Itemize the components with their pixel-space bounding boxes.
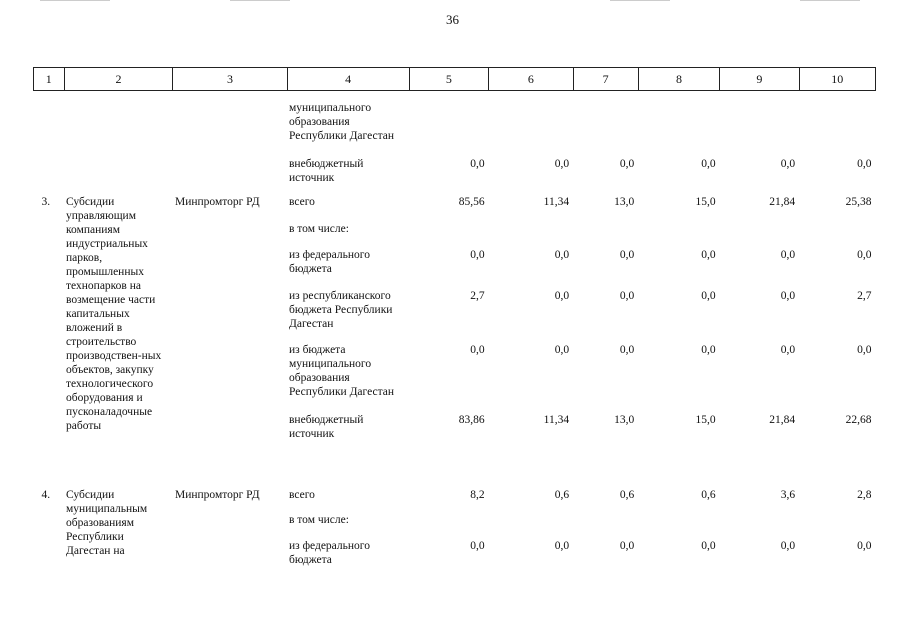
table-row [34,157,876,195]
top-edge-mark [230,0,290,1]
funding-source: внебюджетный источник [289,414,364,440]
value-cell: 0,0 [857,249,872,261]
value-cell: 0,0 [619,290,635,302]
column-header: 7 [573,68,638,91]
value-cell: 0,0 [554,344,570,356]
budget-table [33,67,876,569]
value-cell: 11,34 [543,196,570,208]
value-cell: 0,0 [701,540,716,552]
funding-source: из федерального бюджета [289,540,370,566]
value-cell: 85,56 [458,196,485,208]
column-header: 5 [409,68,488,91]
item-executor: Минпромторг РД [174,196,260,208]
value-cell: 0,0 [857,344,872,356]
value-cell: 22,68 [845,414,872,426]
value-cell: 21,84 [769,196,796,208]
value-cell: 0,0 [470,344,485,356]
value-cell: 2,7 [857,290,872,302]
item-description: Субсидии муниципальным образованиям Республики Дагестан на [66,489,148,557]
column-header: 4 [287,68,409,91]
value-cell [720,101,799,157]
value-cell: 0,0 [780,290,796,302]
value-cell: 0,0 [780,344,796,356]
value-cell [489,101,574,157]
value-cell [409,101,488,157]
value-cell: 0,0 [470,158,485,170]
value-cell: 0,6 [619,489,635,501]
value-cell: 0,0 [701,249,716,261]
value-cell: 0,0 [470,249,485,261]
funding-source: в том числе: [289,223,349,235]
value-cell: 0,0 [619,158,635,170]
value-cell: 0,0 [701,290,716,302]
item-executor: Минпромторг РД [174,489,260,501]
value-cell: 0,0 [554,290,570,302]
item-number: 4. [41,489,51,501]
value-cell: 0,0 [701,344,716,356]
column-header: 10 [799,68,875,91]
value-cell: 13,0 [614,414,635,426]
value-cell: 0,0 [554,540,570,552]
value-cell: 0,0 [619,540,635,552]
table-row [34,195,876,222]
value-cell: 0,0 [701,158,716,170]
column-header: 8 [638,68,719,91]
value-cell: 0,6 [701,489,716,501]
funding-source: всего [289,196,315,208]
value-cell: 13,0 [614,196,635,208]
value-cell: 0,0 [780,158,796,170]
column-header: 2 [64,68,173,91]
value-cell: 83,86 [458,414,485,426]
value-cell: 3,6 [780,489,796,501]
column-header: 9 [720,68,799,91]
column-header: 1 [34,68,65,91]
top-edge-mark [800,0,860,1]
page-number: 36 [446,12,459,27]
funding-source: из республиканского бюджета Республики Дагестан [289,290,393,330]
value-cell: 0,0 [780,540,796,552]
value-cell: 0,0 [780,249,796,261]
funding-source: всего [289,489,315,501]
value-cell: 0,0 [470,540,485,552]
table-row [34,488,876,513]
value-cell: 8,2 [470,489,485,501]
top-edge-mark [610,0,670,1]
funding-source: из федерального бюджета [289,249,370,275]
column-number-row [34,68,876,91]
value-cell: 2,8 [857,489,872,501]
value-cell: 15,0 [695,196,716,208]
value-cell: 0,0 [619,344,635,356]
funding-source: из бюджета муниципального образования Республики Дагестан [289,344,394,398]
column-header: 6 [489,68,574,91]
value-cell [638,101,719,157]
funding-source: муниципального образования Республики Дагестан [289,102,394,142]
funding-source: в том числе: [289,514,349,526]
table-row [34,101,876,157]
funding-source: внебюджетный источник [289,158,364,184]
value-cell: 0,0 [554,158,570,170]
value-cell: 2,7 [470,290,485,302]
value-cell: 0,0 [554,249,570,261]
column-header: 3 [173,68,287,91]
value-cell: 0,0 [857,540,872,552]
value-cell [799,101,875,157]
value-cell: 15,0 [695,414,716,426]
value-cell: 0,6 [554,489,570,501]
value-cell: 0,0 [857,158,872,170]
top-edge-mark [40,0,110,1]
item-number: 3. [41,196,51,208]
value-cell: 0,0 [619,249,635,261]
value-cell [573,101,638,157]
value-cell: 11,34 [543,414,570,426]
item-description: Субсидии управляющим компаниям индустриальных парков, промышленных технопарков на возмещение части капитальных вложений в строительство производствен-ных объектов, закупку технологического оборудования и пусконаладочные работы [66,196,162,432]
value-cell: 25,38 [845,196,872,208]
value-cell: 21,84 [769,414,796,426]
